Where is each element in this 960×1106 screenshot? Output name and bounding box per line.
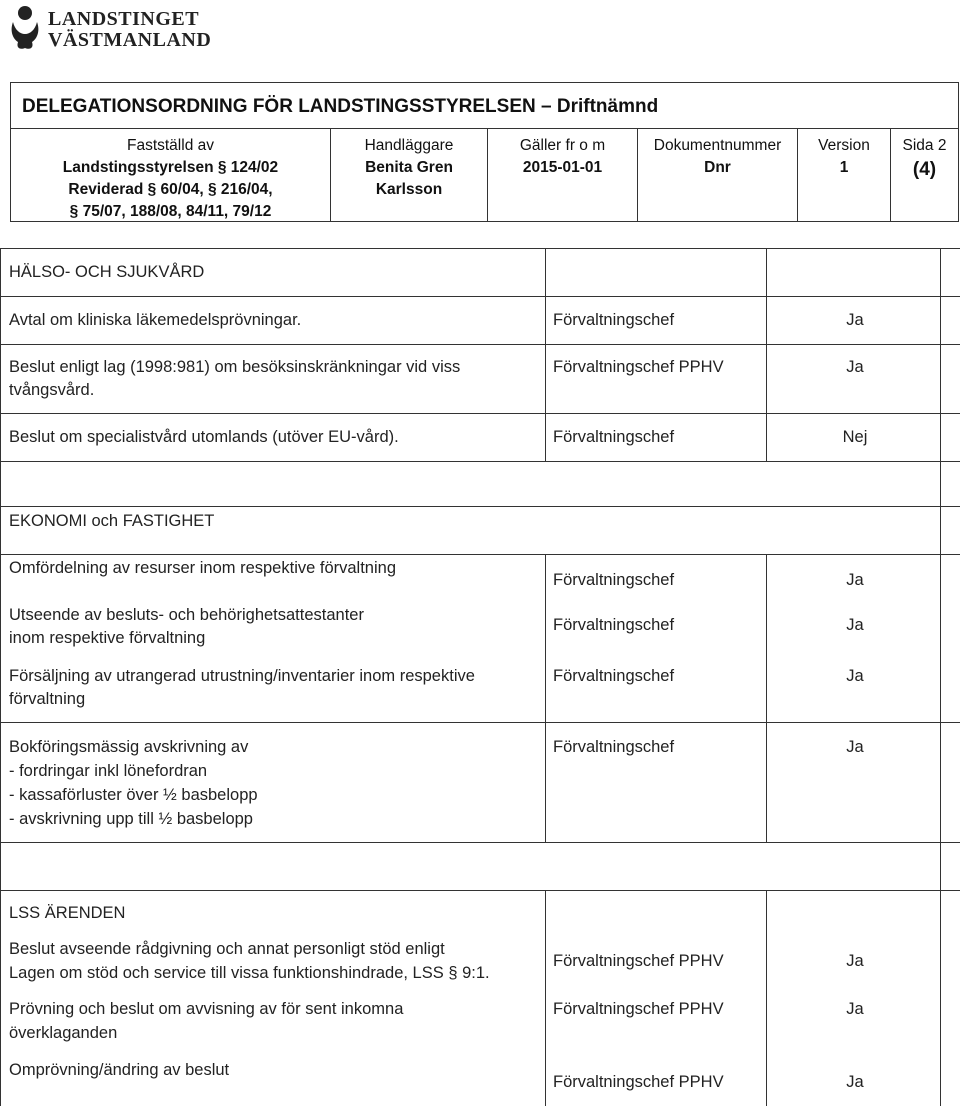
- row-delegate: Förvaltningschef: [553, 738, 675, 756]
- divider: [545, 554, 546, 842]
- divider: [545, 890, 546, 1106]
- header-established-cell: [11, 129, 331, 222]
- row-flag: Ja: [846, 1073, 864, 1091]
- landstinget-logo: [8, 4, 212, 52]
- valid-from-label: Gäller fr o m: [519, 137, 606, 154]
- divider: [766, 554, 767, 842]
- row-flag: Ja: [846, 616, 864, 634]
- document-number-value: Dnr: [704, 159, 731, 176]
- handler-value: Benita Gren Karlsson: [365, 159, 453, 198]
- divider: [766, 248, 767, 461]
- page-value: (4): [912, 159, 937, 180]
- row-flag: Ja: [846, 571, 864, 589]
- row-flag: Ja: [846, 667, 864, 685]
- row-text: tvångsvård.: [9, 381, 95, 399]
- divider: [0, 842, 1, 1106]
- divider: [0, 296, 960, 297]
- divider: [0, 722, 960, 723]
- divider: [545, 248, 546, 461]
- divider: [940, 248, 941, 461]
- row-text: Omfördelning av resurser inom respektive förvaltning: [9, 559, 397, 577]
- page-label: Sida 2: [902, 137, 947, 154]
- row-text: Försäljning av utrangerad utrustning/inventarier inom respektive: [9, 667, 475, 685]
- divider: [0, 842, 960, 843]
- row-text: - avskrivning upp till ½ basbelopp: [9, 810, 253, 828]
- row-delegate: Förvaltningschef PPHV: [553, 1073, 724, 1091]
- row-delegate: Förvaltningschef: [553, 667, 675, 685]
- version-value: 1: [839, 159, 849, 176]
- section-heading: EKONOMI och FASTIGHET: [9, 512, 215, 530]
- row-text: Beslut avseende rådgivning och annat personligt stöd enligt: [9, 940, 445, 958]
- divider: [0, 413, 960, 414]
- established-label: Fastställd av: [126, 137, 214, 154]
- established-line3: § 75/07, 188/08, 84/11, 79/12: [69, 203, 272, 220]
- row-text: - fordringar inkl lönefordran: [9, 762, 208, 780]
- header-handler-cell: [331, 129, 488, 222]
- row-text: Bokföringsmässig avskrivning av: [9, 738, 249, 756]
- section-heading: HÄLSO- OCH SJUKVÅRD: [9, 263, 205, 281]
- row-text: Lagen om stöd och service till vissa funktionshindrade, LSS § 9:1.: [9, 964, 490, 982]
- established-line1: Landstingsstyrelsen § 124/02: [62, 159, 279, 176]
- row-text: Avtal om kliniska läkemedelsprövningar.: [9, 311, 302, 329]
- divider: [766, 890, 767, 1106]
- row-flag: Nej: [842, 428, 868, 446]
- row-text: Beslut om specialistvård utomlands (utöver EU-vård).: [9, 428, 399, 446]
- row-flag: Ja: [846, 1000, 864, 1018]
- divider: [0, 248, 1, 461]
- document-header: [10, 82, 959, 222]
- row-text: Omprövning/ändring av beslut: [9, 1061, 230, 1079]
- divider: [0, 461, 960, 462]
- row-delegate: Förvaltningschef: [553, 616, 675, 634]
- row-flag: Ja: [846, 738, 864, 756]
- row-text: Utseende av besluts- och behörighetsattestanter: [9, 606, 364, 624]
- row-delegate: Förvaltningschef: [553, 311, 675, 329]
- header-valid-from-cell: [488, 129, 638, 222]
- row-delegate: Förvaltningschef: [553, 571, 675, 589]
- logo-text-line1: LANDSTINGET: [48, 8, 200, 30]
- row-flag: Ja: [846, 311, 864, 329]
- established-line2: Reviderad § 60/04, § 216/04,: [68, 181, 273, 198]
- row-text: - kassaförluster över ½ basbelopp: [9, 786, 258, 804]
- row-flag: Ja: [846, 952, 864, 970]
- section-heading: LSS ÄRENDEN: [9, 904, 126, 922]
- header-version-cell: [798, 129, 891, 222]
- row-text: förvaltning: [9, 690, 86, 708]
- row-text: inom respektive förvaltning: [9, 629, 206, 647]
- document-title: DELEGATIONSORDNING FÖR LANDSTINGSSTYRELSEN – Driftnämnd: [11, 83, 958, 129]
- version-label: Version: [818, 137, 870, 154]
- divider: [0, 890, 960, 891]
- row-flag: Ja: [846, 358, 864, 376]
- header-document-number-cell: [638, 129, 798, 222]
- divider: [0, 461, 1, 842]
- divider: [0, 248, 960, 249]
- logo-figure-icon: [8, 4, 46, 50]
- row-delegate: Förvaltningschef PPHV: [553, 952, 724, 970]
- divider: [0, 554, 960, 555]
- document-number-label: Dokumentnummer: [653, 137, 782, 154]
- row-text: Prövning och beslut om avvisning av för sent inkomna: [9, 1000, 404, 1018]
- divider: [940, 461, 941, 842]
- row-delegate: Förvaltningschef PPHV: [553, 1000, 724, 1018]
- header-page-cell: [891, 129, 958, 222]
- valid-from-value: 2015-01-01: [522, 159, 603, 176]
- divider: [940, 842, 941, 1106]
- row-text: överklaganden: [9, 1024, 118, 1042]
- row-delegate: Förvaltningschef: [553, 428, 675, 446]
- row-text: Beslut enligt lag (1998:981) om besöksinskränkningar vid viss: [9, 358, 461, 376]
- handler-label: Handläggare: [364, 137, 454, 154]
- divider: [0, 506, 960, 507]
- row-delegate: Förvaltningschef PPHV: [553, 358, 724, 376]
- logo-text-line2: VÄSTMANLAND: [48, 29, 212, 51]
- divider: [0, 344, 960, 345]
